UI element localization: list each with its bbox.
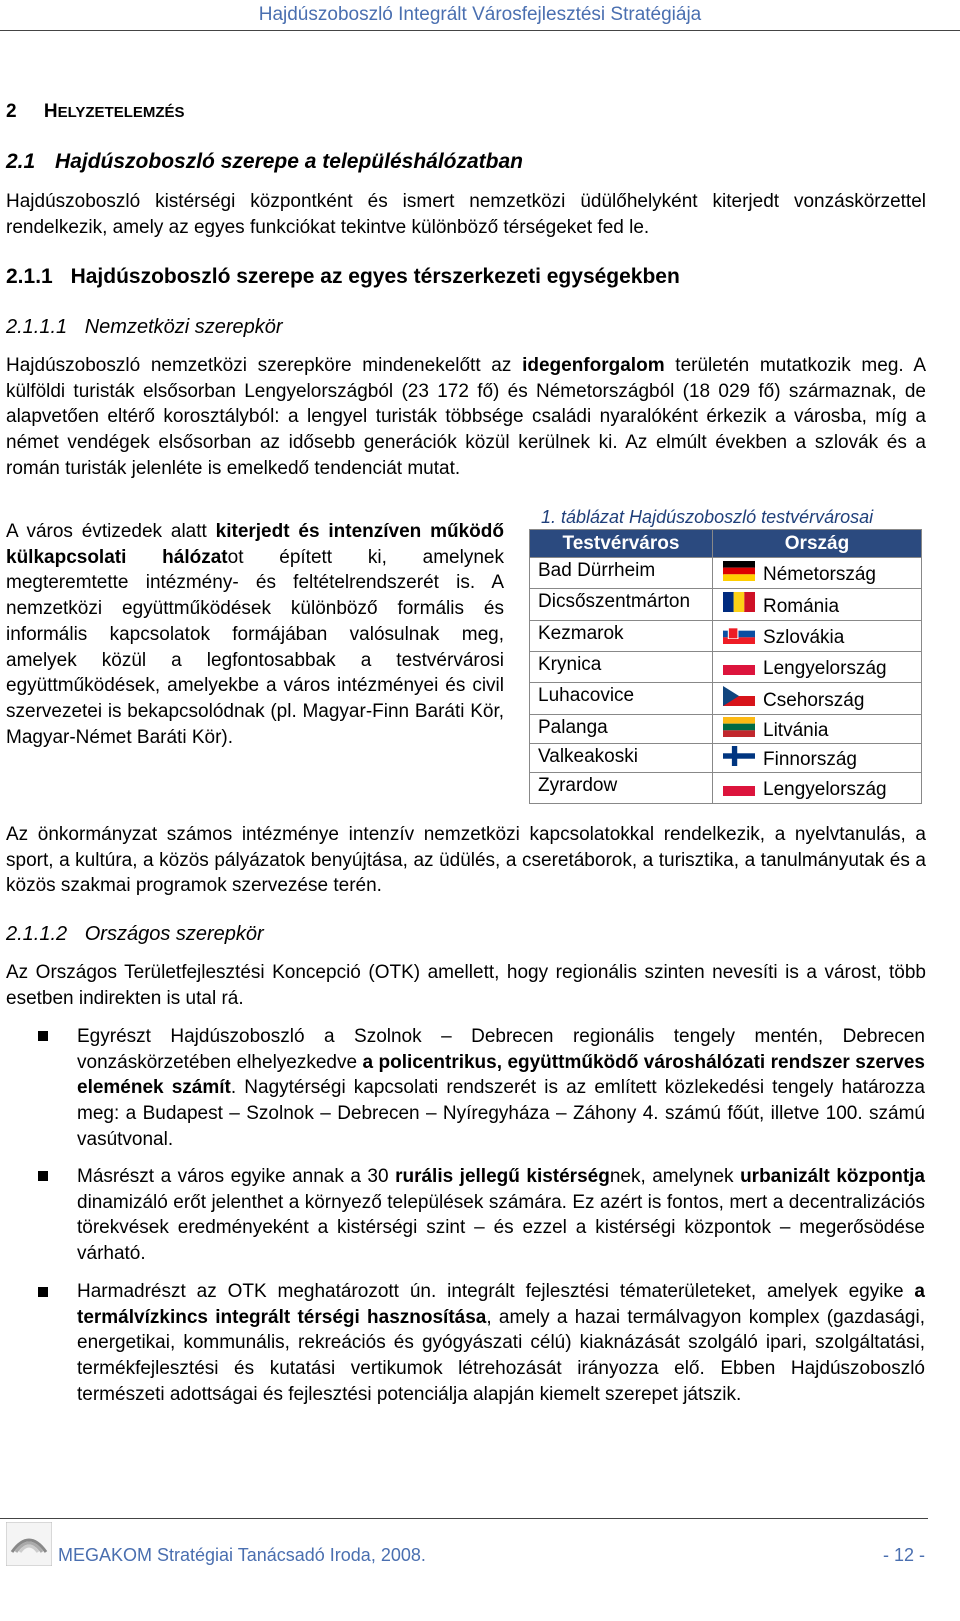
text-run: , amely a hazai termálvagyon komplex (gazdasági, energetikai, kommunális, rekreációs és gyógyászati célú) kiaknázását szolgáló ipari, szolgáltatási, termékfejlesztési és kutatási vertikumok létrehozását irányozza elő. Ebben Hajdúszoboszló természeti adottságai és fejlesztési potenciálja alapján kiemelt szerepet játszik.	[77, 1306, 925, 1405]
cell-city: Kezmarok	[530, 621, 713, 652]
sister-cities-table	[529, 529, 922, 804]
table-row	[530, 683, 922, 715]
finland-flag-icon	[723, 746, 755, 766]
cell-country	[713, 621, 922, 652]
page-number: - 12 -	[882, 1545, 925, 1565]
subsection-number: 2.1.1.2	[6, 923, 68, 945]
megakom-logo-icon	[6, 1522, 52, 1566]
bold-term: urbanizált központja	[740, 1166, 925, 1187]
section-heading	[6, 101, 185, 123]
intro-paragraph: Hajdúszoboszló kistérségi központként és ismert nemzetközi üdülőhelyként kiterjedt vonzáskörzettel rendelkezik, amely az egyes funkciókat tekintve különböző térségeket fed le.	[6, 191, 926, 238]
text-run: dinamizáló erőt jelenthet a környező települések számára. Ez azért is fontos, mert a decentralizációs törekvések eredményeként a kistérségi szint – és ezzel a kistérségi központok – megerősödése várható.	[77, 1191, 925, 1265]
header-title: Hajdúszoboszló Integrált Városfejlesztési Stratégiája	[258, 4, 702, 25]
subsection-heading-2-1-1-1	[6, 316, 283, 339]
romania-flag-icon	[723, 592, 755, 612]
subsection-heading-2-1	[6, 150, 523, 174]
table-row	[530, 715, 922, 744]
paragraph-international	[6, 353, 926, 482]
table-caption: 1. táblázat Hajdúszoboszló testvérvárosai	[541, 507, 874, 527]
text-run: területén mutatkozik meg. A külföldi turisták elsősorban Lengyelországból (23 172 fő) és Németországból (18 029 fő) származnak, de alapvetően eltérő korosztályból: a lengyel turisták többsége családi nyaralóként érkezik a városba, míg a német vendégek elsősorban az idősebb generációk közül kerülnek ki. Az elmúlt években a szlovák és a román turisták jelenléte is emelkedő tendenciát mutat.	[6, 355, 926, 479]
cell-country	[713, 652, 922, 683]
subsection-title: Hajdúszoboszló szerepe az egyes térszerkezeti egységekben	[70, 265, 680, 288]
country-name: Litvánia	[763, 720, 829, 741]
footer-company: MEGAKOM Stratégiai Tanácsadó Iroda, 2008.	[58, 1545, 426, 1565]
germany-flag-icon	[723, 561, 755, 581]
bullet-item-3	[77, 1279, 925, 1408]
slovakia-flag-icon	[723, 624, 755, 644]
subsection-number: 2.1	[6, 150, 36, 173]
bullet-item-2	[77, 1164, 925, 1267]
column-header-country: Ország	[713, 530, 922, 558]
section-number: 2	[6, 101, 17, 122]
country-name: Lengyelország	[763, 779, 887, 800]
cell-country	[713, 715, 922, 744]
text-run: A város évtizedek alatt	[6, 521, 216, 542]
cell-city: Dicsőszentmárton	[530, 589, 713, 621]
text-run: Hajdúszoboszló nemzetközi szerepköre mindenekelőtt az	[6, 355, 523, 376]
cell-city: Bad Dürrheim	[530, 558, 713, 589]
subsection-title: Országos szerepkör	[84, 923, 264, 945]
cell-city: Palanga	[530, 715, 713, 744]
bold-term: idegenforgalom	[522, 355, 665, 376]
country-name: Finnország	[763, 749, 857, 770]
cell-city: Valkeakoski	[530, 744, 713, 773]
cell-city: Krynica	[530, 652, 713, 683]
country-name: Csehország	[763, 689, 865, 711]
bold-term: a termálvízkincs integrált térségi hasznosítása	[77, 1281, 925, 1328]
text-run: Másrészt a város egyike annak a 30	[77, 1166, 396, 1187]
country-name: Németország	[763, 564, 876, 585]
subsection-title: Nemzetközi szerepkör	[84, 316, 283, 338]
poland-flag-icon	[723, 655, 755, 675]
cell-country	[713, 773, 922, 804]
table-row	[530, 589, 922, 621]
bold-term: rurális jellegű kistérség	[395, 1166, 610, 1187]
table-row	[530, 773, 922, 804]
lithuania-flag-icon	[723, 717, 755, 737]
bullet-marker	[38, 1171, 48, 1181]
country-name: Lengyelország	[763, 658, 887, 679]
footer-divider	[0, 1518, 928, 1519]
page-header	[0, 0, 960, 31]
cell-country	[713, 589, 922, 621]
bullet-marker	[38, 1031, 48, 1041]
table-row	[530, 558, 922, 589]
table-row	[530, 621, 922, 652]
bullet-marker	[38, 1287, 48, 1297]
subsection-title: Hajdúszoboszló szerepe a településhálózatban	[55, 150, 523, 173]
bold-term: a policentrikus, együttműködő városhálózati rendszer szerves elemének számít	[77, 1051, 925, 1099]
cell-country	[713, 558, 922, 589]
cell-city: Zyrardow	[530, 773, 713, 804]
column-header-city: Testvérváros	[530, 530, 713, 558]
text-run: . Nagytérségi kapcsolati rendszerét is az említett közlekedési tengely határozza meg: a Budapest – Szolnok – Debrecen – Nyíregyháza – Záhony 4. számú főút, illetve 100. számú vasútvonal.	[77, 1077, 925, 1150]
country-name: Románia	[763, 595, 840, 617]
poland-flag-icon	[723, 776, 755, 796]
bullet-item-1	[77, 1024, 925, 1153]
text-run: Egyrészt Hajdúszoboszló a Szolnok – Debrecen regionális tengely mentén, Debrecen vonzáskörzetében elhelyezkedve	[77, 1026, 925, 1073]
cell-country	[713, 744, 922, 773]
text-run: ot épített ki, amelynek megteremtette intézmény- és feltételrendszerét is. A nemzetközi együttműködések különböző formális és informális kapcsolatok formájában valósulnak meg, amelyek közül a legfontosabbak a testvérvárosi együttműködések, amelyekbe a város intézményei és civil szervezetei is bekapcsolódnak (pl. Magyar-Finn Baráti Kör, Magyar-Német Baráti Kör).	[6, 546, 504, 748]
section-title-rest: ELYZETELEMZÉS	[57, 104, 185, 121]
table-row	[530, 652, 922, 683]
cell-country	[713, 683, 922, 715]
czech-flag-icon	[723, 686, 755, 706]
paragraph-institutions: Az önkormányzat számos intézménye intenzív nemzetközi kapcsolatokkal rendelkezik, a nyelvtanulás, a sport, a kultúra, a közös pályázatok benyújtása, az üdülés, a cseretáborok, a turisztika, a tanulmányutak és a közös szakmai programok szervezése terén.	[6, 824, 926, 897]
cell-city: Luhacovice	[530, 683, 713, 715]
country-name: Szlovákia	[763, 627, 845, 648]
section-title-first: H	[43, 101, 58, 122]
text-run: nek, amelynek	[609, 1166, 741, 1187]
paragraph-network	[6, 519, 504, 750]
table-row	[530, 744, 922, 773]
bold-term: kiterjedt és intenzíven működő külkapcsolati hálózat	[6, 521, 504, 568]
text-run: Harmadrészt az OTK meghatározott ún. integrált fejlesztési tématerületeket, amelyek egyike	[77, 1281, 915, 1302]
subsection-number: 2.1.1.1	[6, 316, 68, 338]
paragraph-otk: Az Országos Területfejlesztési Koncepció (OTK) amellett, hogy regionális szinten nevesíti is a várost, több esetben indirekten is utal rá.	[6, 962, 926, 1009]
subsection-heading-2-1-1-2	[6, 923, 264, 946]
subsection-heading-2-1-1	[6, 265, 680, 289]
subsection-number: 2.1.1	[6, 265, 53, 288]
